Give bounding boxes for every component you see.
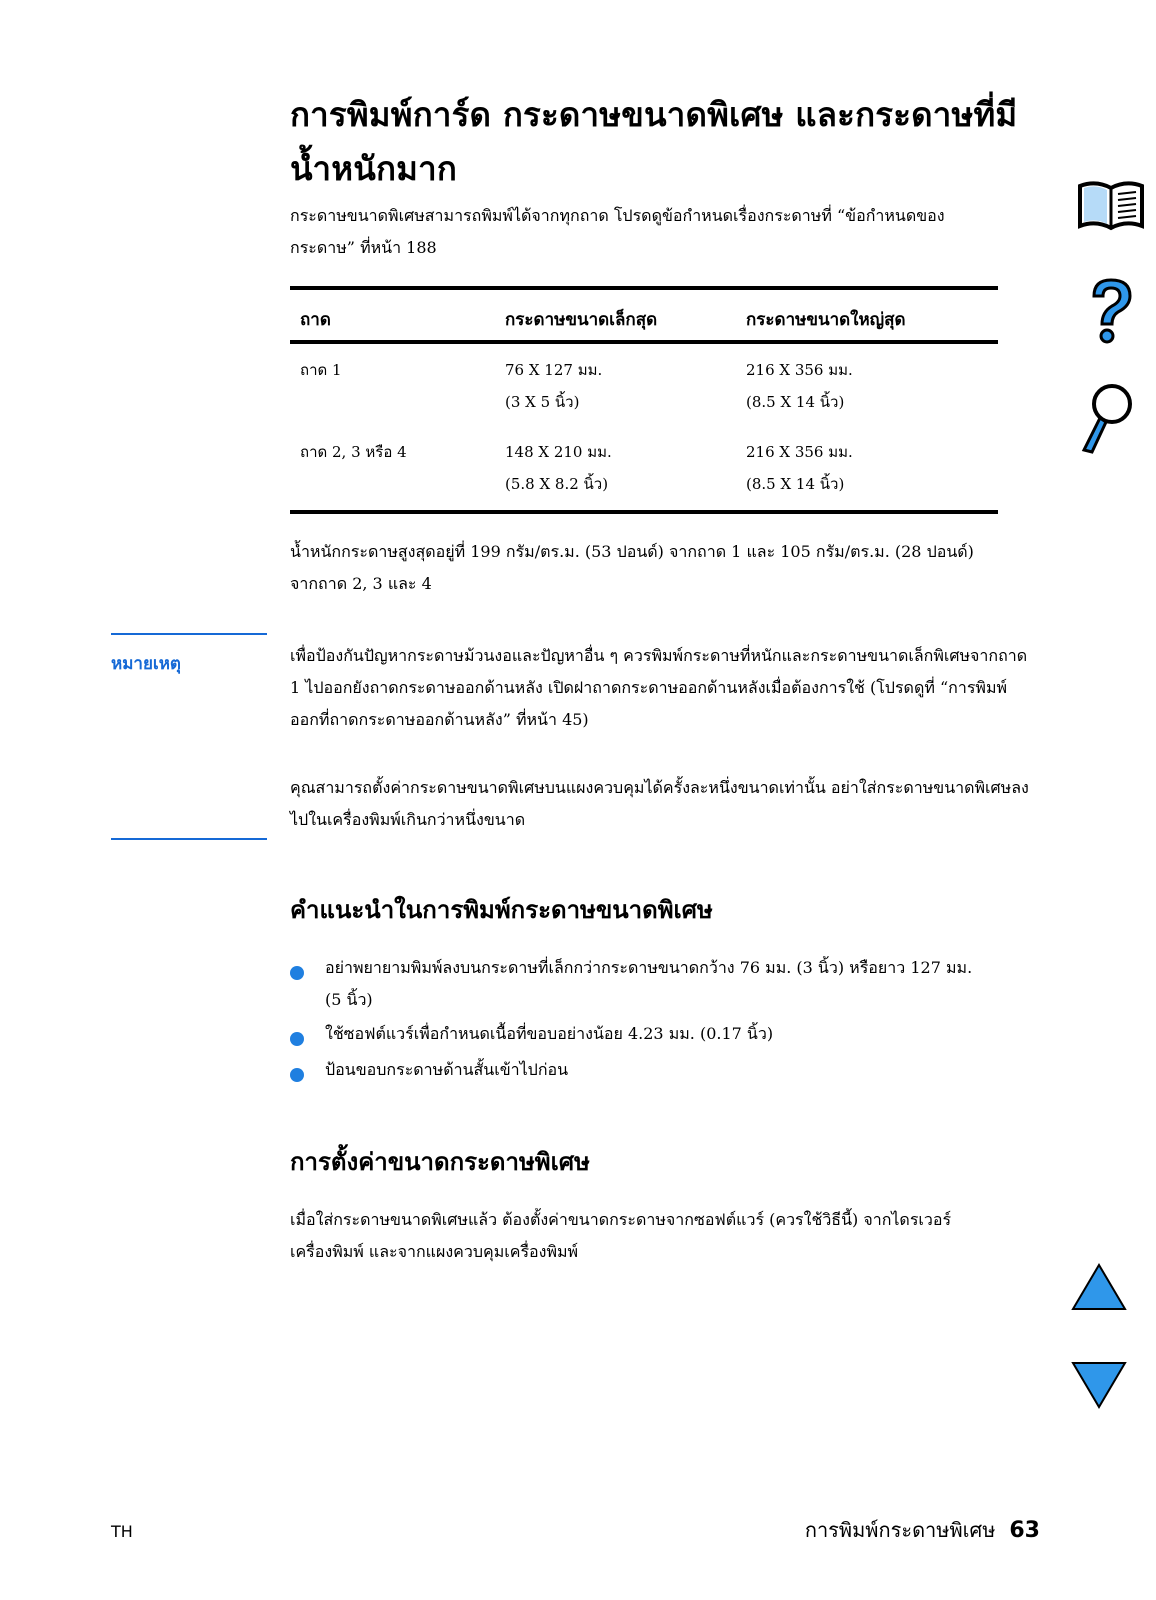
footer-section-title: การพิมพ์กระดาษพิเศษ xyxy=(804,1518,996,1542)
settings-paragraph: เมื่อใส่กระดาษขนาดพิเศษแล้ว ต้องตั้งค่าขนาดกระดาษจากซอฟต์แวร์ (ควรใช้วิธีนี้) จากไดรเวอร์เครื่องพิมพ์ และจากแผงควบคุมเครื่องพิมพ์ xyxy=(290,1210,952,1261)
cell-max-in: (8.5 X 14 นิ้ว) xyxy=(746,393,845,411)
table-header-min: กระดาษขนาดเล็กสุด xyxy=(505,310,658,330)
note-paragraph-1: เพื่อป้องกันปัญหากระดาษม้วนงอและปัญหาอื่น ๆ ควรพิมพ์กระดาษที่หนักและกระดาษขนาดเล็กพิเศษจากถาด 1 ไปออกยังถาดกระดาษออกด้านหลัง เปิดฝาถาดกระดาษออกด้านหลังเมื่อต้องการใช้ (โปรดดูที่ “การพิมพ์ออกที่ถาดกระดาษออกด้านหลัง” ที่หน้า 45) xyxy=(290,646,1028,729)
note-top-rule xyxy=(111,633,267,635)
note-label: หมายเหตุ xyxy=(111,654,181,674)
table-header-max: กระดาษขนาดใหญ่สุด xyxy=(746,310,906,330)
footer-language: TH xyxy=(111,1522,133,1541)
book-icon[interactable] xyxy=(1076,176,1146,236)
cell-max-mm: 216 X 356 มม. xyxy=(746,361,853,379)
page-number: 63 xyxy=(1009,1518,1040,1543)
cell-tray: ถาด 2, 3 หรือ 4 xyxy=(300,443,407,461)
list-item: อย่าพยายามพิมพ์ลงบนกระดาษที่เล็กกว่ากระดาษขนาดกว้าง 76 มม. (3 นิ้ว) หรือยาว 127 มม. (5 นิ้ว) xyxy=(325,958,973,1009)
cell-max-in: (8.5 X 14 นิ้ว) xyxy=(746,475,845,493)
intro-paragraph: กระดาษขนาดพิเศษสามารถพิมพ์ได้จากทุกถาด โปรดดูข้อกำหนดเรื่องกระดาษที่ “ข้อกำหนดของกระดาษ” ที่หน้า 188 xyxy=(290,206,945,257)
search-icon[interactable] xyxy=(1078,380,1138,460)
cell-min-mm: 148 X 210 มม. xyxy=(505,443,612,461)
bullet-icon xyxy=(290,1068,304,1082)
cell-min-in: (3 X 5 นิ้ว) xyxy=(505,393,580,411)
note-bottom-rule xyxy=(111,838,267,840)
settings-heading: การตั้งค่าขนาดกระดาษพิเศษ xyxy=(290,1148,590,1176)
help-icon[interactable] xyxy=(1084,276,1138,350)
table-header-rule xyxy=(290,340,998,344)
note-paragraph-2: คุณสามารถตั้งค่ากระดาษขนาดพิเศษบนแผงควบคุมได้ครั้งละหนึ่งขนาดเท่านั้น อย่าใส่กระดาษขนาดพิเศษลงไปในเครื่องพิมพ์เกินกว่าหนึ่งขนาด xyxy=(290,778,1029,829)
previous-page-icon[interactable] xyxy=(1070,1262,1128,1316)
next-page-icon[interactable] xyxy=(1070,1360,1128,1414)
table-top-rule xyxy=(290,286,998,290)
table-header-tray: ถาด xyxy=(300,310,331,330)
cell-max-mm: 216 X 356 มม. xyxy=(746,443,853,461)
cell-min-mm: 76 X 127 มม. xyxy=(505,361,603,379)
table-bottom-rule xyxy=(290,510,998,514)
bullet-icon xyxy=(290,966,304,980)
weight-paragraph: น้ำหนักกระดาษสูงสุดอยู่ที่ 199 กรัม/ตร.ม. (53 ปอนด์) จากถาด 1 และ 105 กรัม/ตร.ม. (28 ปอนด์) จากถาด 2, 3 และ 4 xyxy=(290,542,974,593)
cell-min-in: (5.8 X 8.2 นิ้ว) xyxy=(505,475,609,493)
page-title: การพิมพ์การ์ด กระดาษขนาดพิเศษ และกระดาษที่มีน้ำหนักมาก xyxy=(290,95,1018,188)
cell-tray: ถาด 1 xyxy=(300,361,342,379)
list-item: ใช้ซอฟต์แวร์เพื่อกำหนดเนื้อที่ขอบอย่างน้อย 4.23 มม. (0.17 นิ้ว) xyxy=(325,1024,774,1043)
list-item: ป้อนขอบกระดาษด้านสั้นเข้าไปก่อน xyxy=(325,1060,569,1079)
bullet-icon xyxy=(290,1032,304,1046)
footer xyxy=(740,1514,1040,1546)
guidelines-heading: คำแนะนำในการพิมพ์กระดาษขนาดพิเศษ xyxy=(290,896,713,924)
